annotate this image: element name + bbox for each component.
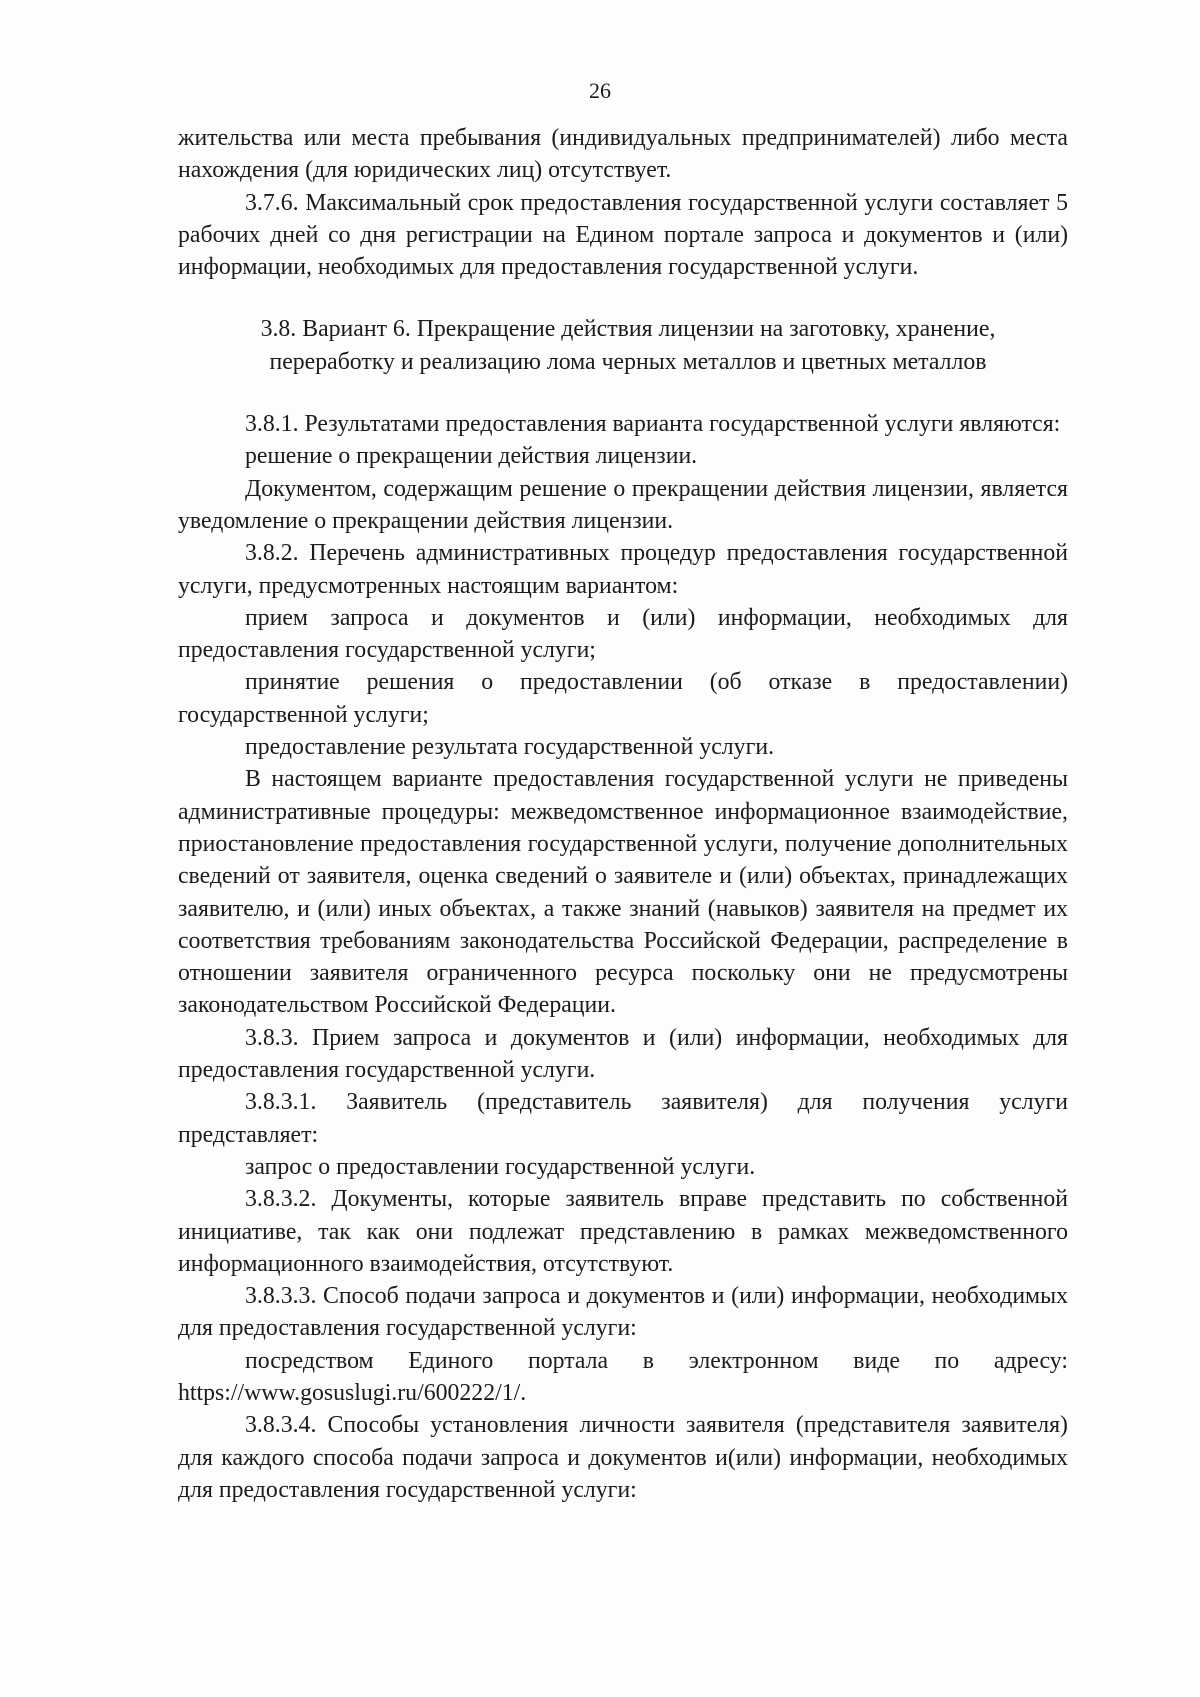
paragraph-result-decision: решение о прекращении действия лицензии. [245, 443, 698, 470]
page-number: 26 [589, 78, 611, 103]
paragraph-3-8-3-3: 3.8.3.3. Способ подачи запроса и документов и (или) информации, необходимых для предоставления государственной услуги: [178, 1283, 1068, 1342]
paragraph-residence-continuation: жительства или места пребывания (индивидуальных предпринимателей) либо места нахождения (для юридических лиц) отсутствует. [178, 125, 1068, 184]
paragraph-3-8-3-1: 3.8.3.1. Заявитель (представитель заявителя) для получения услуги представляет: [178, 1089, 1068, 1148]
paragraph-3-8-3: 3.8.3. Прием запроса и документов и (или) информации, необходимых для предоставления государственной услуги. [178, 1024, 1068, 1084]
paragraph-procedure-decision: принятие решения о предоставлении (об отказе в предоставлении) государственной услуги; [178, 669, 1068, 728]
paragraph-excluded-procedures: В настоящем варианте предоставления государственной услуги не приведены административные процедуры: межведомственное информационное взаимодействие, приостановление предоставления государственной услуги, получение дополнительных сведений от заявителя, оценка сведений о заявителе и (или) объектах, принадлежащих заявителю, и (или) иных объектах, а также знаний (навыков) заявителя на предмет их соответствия требованиям законодательства Российской Федерации, распределение в отношении заявителя ограниченного ресурса поскольку они не предусмотрены законодательством Российской Федерации. [178, 766, 1068, 1019]
paragraph-3-8-3-2: 3.8.3.2. Документы, которые заявитель вправе представить по собственной инициативе, так как они подлежат представлению в рамках межведомственного информационного взаимодействия, отсутствуют. [178, 1186, 1068, 1277]
document-body [178, 122, 1068, 1506]
paragraph-3-8-1: 3.8.1. Результатами предоставления варианта государственной услуги являются: [245, 411, 1061, 438]
section-heading-3-8 [178, 313, 1068, 378]
section-heading-line-1: 3.8. Вариант 6. Прекращение действия лицензии на заготовку, хранение, [260, 316, 996, 343]
paragraph-procedure-result: предоставление результата государственной услуги. [245, 734, 775, 761]
paragraph-result-document: Документом, содержащим решение о прекращении действия лицензии, является уведомление о прекращении действия лицензии. [178, 475, 1068, 534]
section-heading-line-2: переработку и реализацию лома черных металлов и цветных металлов [269, 348, 987, 375]
paragraph-procedure-intake: прием запроса и документов и (или) информации, необходимых для предоставления государственной услуги; [178, 604, 1068, 664]
paragraph-3-8-2: 3.8.2. Перечень административных процедур предоставления государственной услуги, предусмотренных настоящим вариантом: [178, 540, 1068, 599]
paragraph-3-8-3-4: 3.8.3.4. Способы установления личности заявителя (представителя заявителя) для каждого способа подачи запроса и документов и(или) информации, необходимых для предоставления государственной услуги: [178, 1412, 1068, 1503]
paragraph-3-7-6: 3.7.6. Максимальный срок предоставления государственной услуги составляет 5 рабочих дней со дня регистрации на Едином портале запроса и документов и (или) информации, необходимых для предоставления государственной услуги. [178, 189, 1068, 281]
paragraph-portal-address: посредством Единого портала в электронном виде по адресу: https://www.gosuslugi.ru/600222/1/. [178, 1347, 1068, 1406]
paragraph-request-item: запрос о предоставлении государственной услуги. [245, 1153, 756, 1180]
